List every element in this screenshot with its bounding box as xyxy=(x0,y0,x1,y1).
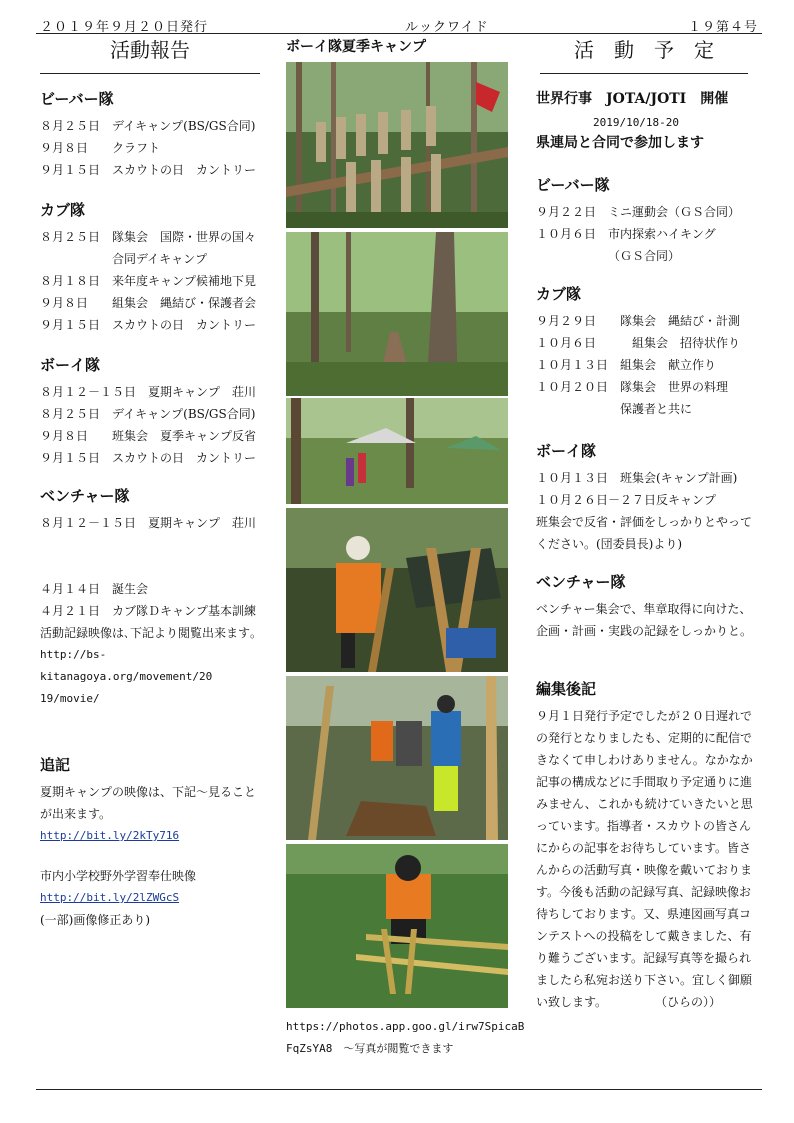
report-row: ９月８日 クラフト xyxy=(40,141,161,155)
plan-row: １０月２０日 隊集会 世界の料理 xyxy=(536,380,729,394)
venture-heading: ベンチャー隊 xyxy=(40,487,130,505)
report-row: ８月１８日 来年度キャンプ候補地下見 xyxy=(40,274,257,288)
plan-row: １０月１３日 組集会 献立作り xyxy=(536,358,717,372)
cub-heading: カブ隊 xyxy=(40,201,86,219)
misc-row: ４月２１日 カブ隊Ｄキャンプ基本訓練 xyxy=(40,604,257,618)
world-event-dates: 2019/10/18-20 xyxy=(592,116,680,129)
world-event: 世界行事 JOTA/JOTI 開催 xyxy=(536,91,729,107)
photos-link-block xyxy=(286,1016,525,1060)
report-row: ８月１２－１５日 夏期キャンプ 荘川 xyxy=(40,516,257,530)
report-row: ９月１５日 スカウトの日 カントリー xyxy=(40,163,257,177)
addendum-link[interactable]: http://bit.ly/2kTy716 xyxy=(40,829,180,842)
world-event-note: 県連局と合同で参加します xyxy=(536,135,704,151)
plan-row: （ＧＳ合同） xyxy=(608,249,681,263)
lashing-poles-photo xyxy=(286,844,508,1008)
report-row: ８月２５日 隊集会 国際・世界の国々 xyxy=(40,230,257,244)
forest-path-photo xyxy=(286,232,508,396)
beaver-plan-heading: ビーバー隊 xyxy=(536,176,610,194)
newsletter-title: ルックワイド xyxy=(405,20,489,35)
report-row: ９月８日 組集会 縄結び・保護者会 xyxy=(40,296,257,310)
issue-date: ２０１９年９月２０日発行 xyxy=(40,20,209,35)
boy-plan-note-cont: ください。(団委員長)より) xyxy=(536,537,683,551)
addendum-text-cont: が出来ます。 xyxy=(40,807,112,821)
issue-number: １９第４号 xyxy=(688,20,759,35)
video-note: 活動記録映像は､下記より閲覧出来ます｡ xyxy=(40,626,257,640)
photos-url-cont: FqZsYA8 ～写真が閲覧できます xyxy=(286,1042,454,1055)
cub-plan-heading: カブ隊 xyxy=(536,285,582,303)
plan-row: １０月２６日－２７日 反キャンプ xyxy=(536,493,717,507)
photos-url[interactable]: https://photos.app.goo.gl/irw7SpicaB xyxy=(286,1020,525,1033)
school-video-link[interactable]: http://bit.ly/2lZWGcS xyxy=(40,891,180,904)
venture-plan-heading: ベンチャー隊 xyxy=(536,573,626,591)
cooking-fire-photo xyxy=(286,676,508,840)
report-row: ８月２５日 デイキャンプ(BS/GS合同) xyxy=(40,119,256,133)
plan-row: １０月６日 市内探索ハイキング xyxy=(536,227,716,241)
group-photo xyxy=(286,62,508,228)
venture-plan-text-cont: 企画・計画・実践の記録をしっかりと。 xyxy=(536,624,753,638)
plan-row: ９月２９日 隊集会 縄結び・計測 xyxy=(536,314,741,328)
camp-photos-title: ボーイ隊夏季キャンプ xyxy=(286,39,426,55)
plan-row: 保護者と共に xyxy=(620,402,693,416)
report-row: ８月２５日 デイキャンプ(BS/GS合同) xyxy=(40,407,256,421)
activity-report-title: 活動報告 xyxy=(110,38,190,62)
boy-plan-note: 班集会で反省・評価をしっかりとやって xyxy=(536,515,753,529)
left-title-underline xyxy=(40,73,260,74)
footer-rule xyxy=(36,1089,762,1090)
editor-note-heading: 編集後記 xyxy=(536,680,597,698)
addendum-text: 夏期キャンプの映像は、下記～見ること xyxy=(40,785,257,799)
right-column xyxy=(536,88,762,1013)
plan-row: ９月２２日 ミニ運動会（ＧＳ合同） xyxy=(536,205,741,219)
video-url-cont: 19/movie/ xyxy=(40,692,100,705)
report-row: ８月１２－１５日 夏期キャンプ 荘川 xyxy=(40,385,257,399)
left-column xyxy=(40,88,272,931)
video-url: http://bs-kitanagoya.org/movement/20 xyxy=(40,648,213,683)
addendum-heading: 追記 xyxy=(40,756,71,774)
camp-tents-photo xyxy=(286,398,508,504)
right-title-underline xyxy=(540,73,748,74)
report-row: ９月８日 班集会 夏季キャンプ反省 xyxy=(40,429,257,443)
schedule-title: 活 動 予 定 xyxy=(574,38,714,62)
report-row: ９月１５日 スカウトの日 カントリー xyxy=(40,451,257,465)
plan-row: １０月６日 組集会 招待状作り xyxy=(536,336,741,350)
misc-row: ４月１４日 誕生会 xyxy=(40,582,149,596)
report-row: 合同デイキャンプ xyxy=(112,252,208,266)
beaver-heading: ビーバー隊 xyxy=(40,90,114,108)
plan-row: １０月１３日 班集会(キャンプ計画) xyxy=(536,471,738,485)
school-video-text: 市内小学校野外学習奉仕映像 xyxy=(40,869,197,883)
boy-plan-heading: ボーイ隊 xyxy=(536,442,597,460)
tower-building-photo xyxy=(286,508,508,672)
school-video-note: (一部)画像修正あり) xyxy=(40,913,151,927)
editor-note-body: ９月１日発行予定でしたが２０日遅れで の発行となりましたも、定期的に配信で きなくて申しわけありません。なかなか 記事の構成などに手間取り予定通りに進 みません、これかも続けていきたいと思 っています。指導者・スカウトの皆さん にからの記事をお待ちしています。皆さ んからの活動写真・映像を戴いておりま す。今後も活動の記録写真、記録映像お 待ちしております。又、県連図画写真コ ンテストへの投稿をして戴きました、有 り難うございます。記録写真等を撮られ ましたら私宛お送り下さい。宜しく御願 い致します。 （ひらの）） xyxy=(536,709,753,1009)
boy-heading: ボーイ隊 xyxy=(40,356,101,374)
report-row: ９月１５日 スカウトの日 カントリー xyxy=(40,318,257,332)
venture-plan-text: ベンチャー集会で、隼章取得に向けた、 xyxy=(536,602,752,616)
